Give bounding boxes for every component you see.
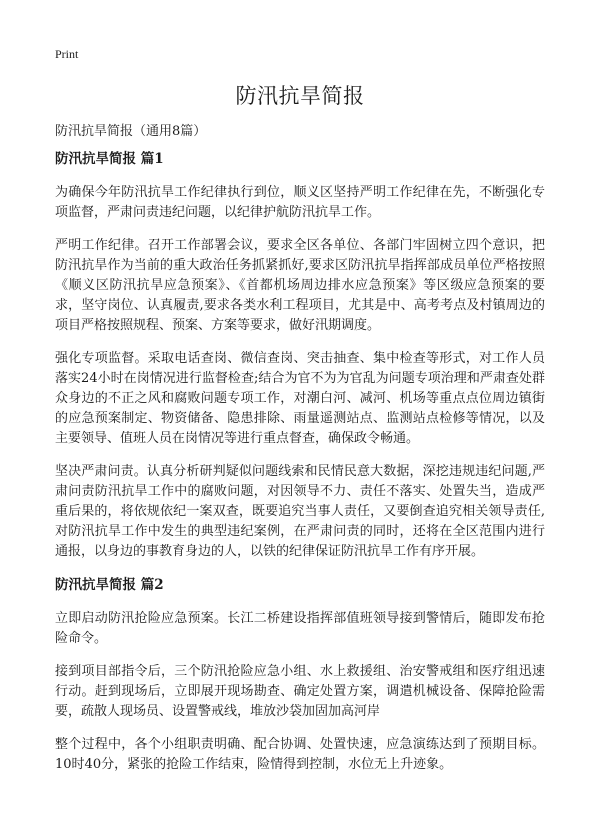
document-body	[55, 149, 545, 788]
section-heading: 防汛抗旱简报 篇2	[55, 577, 164, 593]
paragraph: 为确保今年防汛抗旱工作纪律执行到位，顺义区坚持严明工作纪律在先，不断强化专项监督，严肃问责违纪问题，以纪律护航防汛抗旱工作。	[55, 185, 545, 220]
section-heading: 防汛抗旱简报 篇1	[55, 151, 164, 167]
section-2	[55, 575, 545, 775]
paragraph: 坚决严肃问责。认真分析研判疑似问题线索和民情民意大数据，深挖违规违纪问题,严肃问责防汛抗旱工作中的腐败问题，对因领导不力、责任不落实、处置失当，造成严重后果的，将依规依纪一案双查，既要追究当事人责任，又要倒查追究相关领导责任,对防汛抗旱工作中发生的典型违纪案例，在严肃问责的同时，还将在全区范围内进行通报，以身边的事教育身边的人，以铁的纪律保证防汛抗旱工作有序开展。	[55, 464, 545, 559]
paragraph: 整个过程中，各个小组职责明确、配合协调、处置快速，应急演练达到了预期目标。10时40分，紧张的抢险工作结束，险情得到控制，水位无上升迹象。	[55, 737, 545, 772]
paragraph: 立即启动防汛抢险应急预案。长江二桥建设指挥部值班领导接到警情后，随即发布抢险命令。	[55, 611, 545, 646]
document-title: 防汛抗旱简报	[235, 84, 365, 108]
paragraph: 接到项目部指令后，三个防汛抢险应急小组、水上救援组、治安警戒组和医疗组迅速行动。赶到现场后，立即展开现场勘查、确定处置方案，调遣机械设备、保障抢险需要，疏散人现场员、设置警戒线，堆放沙袋加固加高河岸	[55, 664, 545, 719]
paragraph: 强化专项监督。采取电话查岗、微信查岗、突击抽查、集中检查等形式，对工作人员落实24小时在岗情况进行监督检查;结合为官不为为官乱为问题专项治理和严肃查处群众身边的不正之风和腐败问题专项工作，对潮白河、减河、机场等重点点位周边镇街的应急预案制定、物资储备、隐患排除、雨量遥测站点、监测站点检修等情况，以及主要领导、值班人员在岗情况等进行重点督查，确保政令畅通。	[55, 351, 545, 446]
paragraph: 严明工作纪律。召开工作部署会议，要求全区各单位、各部门牢固树立四个意识，把防汛抗旱作为当前的重大政治任务抓紧抓好,要求区防汛抗旱指挥部成员单位严格按照《顺义区防汛抗旱应急预案》、《首都机场周边排水应急预案》等区级应急预案的要求，坚守岗位、认真履责,要求各类水利工程项目，尤其是中、高考考点及村镇周边的项目严格按照规程、预案、方案等要求，做好汛期调度。	[55, 238, 545, 333]
section-1	[55, 149, 545, 562]
print-link[interactable]: Print	[55, 47, 79, 61]
document-subtitle: 防汛抗旱简报（通用8篇）	[55, 124, 207, 139]
